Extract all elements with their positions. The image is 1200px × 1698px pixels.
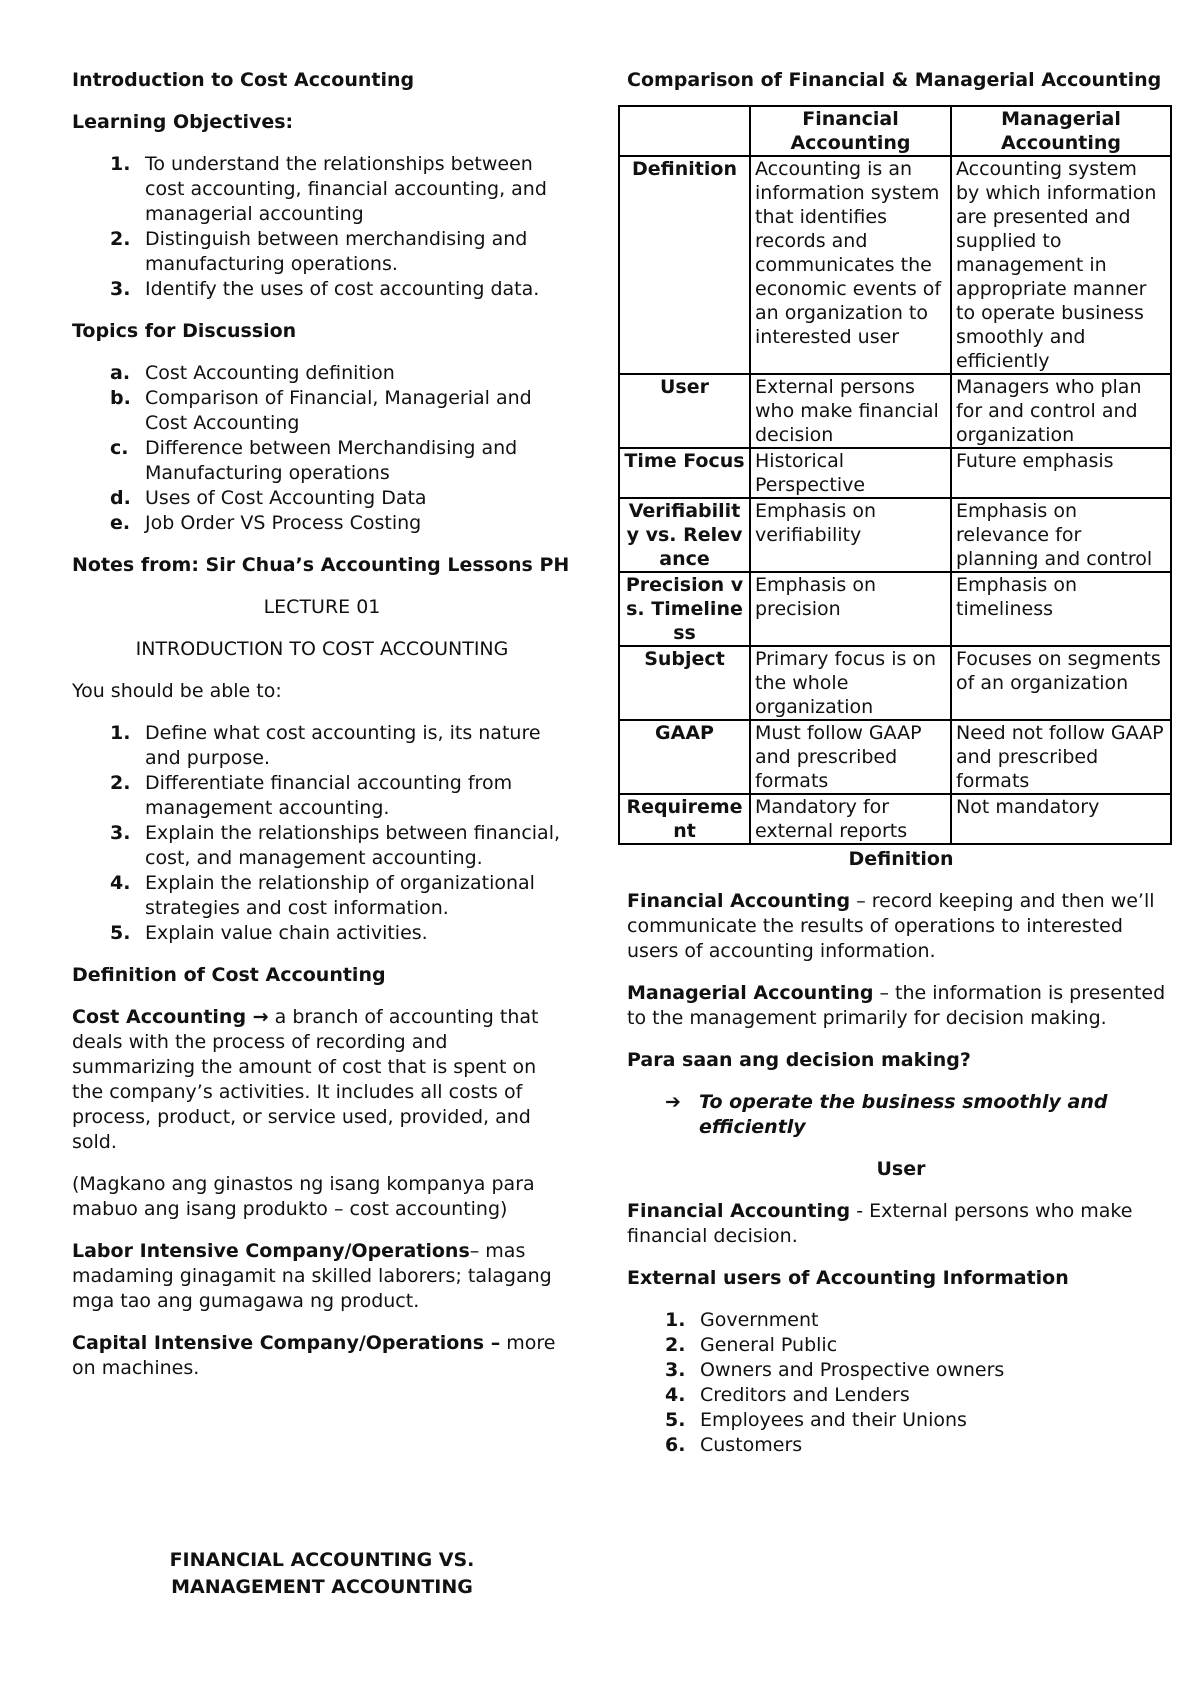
list-item: 5. Explain value chain activities. <box>110 922 428 944</box>
header-financial: Financial Accounting <box>750 106 951 156</box>
list-item: 2. General Public <box>665 1334 838 1356</box>
user-subheading: User <box>876 1158 926 1180</box>
lecture-title: INTRODUCTION TO COST ACCOUNTING <box>135 638 509 660</box>
lecture-number: LECTURE 01 <box>263 596 381 618</box>
list-item: 1. To understand the relationships between cost accounting, financial accounting, and managerial accounting <box>110 153 547 225</box>
header-managerial: Managerial Accounting <box>951 106 1171 156</box>
decision-question: Para saan ang decision making? <box>627 1049 971 1071</box>
objectives-list <box>72 152 572 302</box>
comparison-title: Comparison of Financial & Managerial Accounting <box>627 69 1162 91</box>
list-item: 3. Identify the uses of cost accounting data. <box>110 278 540 300</box>
bottom-section-title: FINANCIAL ACCOUNTING VS. MANAGEMENT ACCOUNTING <box>169 1549 475 1598</box>
tagalog-note: (Magkano ang ginastos ng isang kompanya para mabuo ang isang produkto – cost accounting) <box>72 1173 535 1220</box>
user-definition: Financial Accounting - External persons who make financial decision. <box>627 1200 1133 1247</box>
table-row: Verifiability vs. Relevance Emphasis on verifiability Emphasis on relevance for planning and control <box>619 498 1171 572</box>
comparison-table <box>618 105 1172 845</box>
left-column <box>72 68 572 1398</box>
financial-accounting-definition: Financial Accounting – record keeping and then we’ll communicate the results of operations to interested users of accounting information. <box>627 890 1155 962</box>
doc-title: Introduction to Cost Accounting <box>72 69 415 91</box>
list-item: 1. Define what cost accounting is, its nature and purpose. <box>110 722 541 769</box>
list-item: c. Difference between Merchandising and Manufacturing operations <box>110 437 518 484</box>
definition-heading: Definition of Cost Accounting <box>72 964 386 986</box>
table-row: GAAP Must follow GAAP and prescribed formats Need not follow GAAP and prescribed formats <box>619 720 1171 794</box>
list-item: 1. Government <box>665 1309 819 1331</box>
table-row: Precision vs. Timeliness Emphasis on precision Emphasis on timeliness <box>619 572 1171 646</box>
list-item: 2. Distinguish between merchandising and manufacturing operations. <box>110 228 528 275</box>
list-item: 4. Explain the relationship of organizational strategies and cost information. <box>110 872 535 919</box>
topics-list <box>72 361 572 536</box>
list-item: 3. Owners and Prospective owners <box>665 1359 1005 1381</box>
able-list <box>72 721 572 946</box>
list-item: 3. Explain the relationships between financial, cost, and management accounting. <box>110 822 561 869</box>
list-item: 5. Employees and their Unions <box>665 1409 967 1431</box>
table-row: Definition Accounting is an information system that identifies records and communicates the economic events of an organization to interested user Accounting system by which information are presented and supplied to management in appropriate manner to operate business smoothly and efficiently <box>619 156 1171 374</box>
table-row: Time Focus Historical Perspective Future emphasis <box>619 448 1171 498</box>
decision-answer: ➔ To operate the business smoothly and efficiently <box>665 1091 1108 1138</box>
right-column <box>624 68 1175 1475</box>
list-item: a. Cost Accounting definition <box>110 362 395 384</box>
list-item: d. Uses of Cost Accounting Data <box>110 487 427 509</box>
arrow-right-icon: ➔ <box>665 1091 681 1113</box>
notes-source: Notes from: Sir Chua’s Accounting Lessons PH <box>72 554 570 576</box>
table-row: Requirement Mandatory for external reports Not mandatory <box>619 794 1171 844</box>
external-users-list <box>627 1308 1175 1458</box>
cost-accounting-definition: Cost Accounting → a branch of accounting that deals with the process of recording and summarizing the amount of cost that is spent on the company’s activities. It includes all costs of process, product, or service used, provided, and sold. <box>72 1006 539 1153</box>
capital-intensive-definition: Capital Intensive Company/Operations – more on machines. <box>72 1332 556 1379</box>
objectives-heading: Learning Objectives: <box>72 111 294 133</box>
list-item: 2. Differentiate financial accounting from management accounting. <box>110 772 513 819</box>
topics-heading: Topics for Discussion <box>72 320 297 342</box>
list-item: e. Job Order VS Process Costing <box>110 512 422 534</box>
table-row: User External persons who make financial decision Managers who plan for and control and organization <box>619 374 1171 448</box>
list-item: b. Comparison of Financial, Managerial and Cost Accounting <box>110 387 532 434</box>
table-row: Subject Primary focus is on the whole organization Focuses on segments of an organization <box>619 646 1171 720</box>
definition-subheading: Definition <box>848 848 954 870</box>
table-header-row <box>619 106 1171 156</box>
external-users-heading: External users of Accounting Information <box>627 1267 1069 1289</box>
able-to-text: You should be able to: <box>72 680 282 702</box>
labor-intensive-definition: Labor Intensive Company/Operations– mas madaming ginagamit na skilled laborers; talagang mga tao ang gumagawa ng product. <box>72 1240 552 1312</box>
list-item: 4. Creditors and Lenders <box>665 1384 910 1406</box>
managerial-accounting-definition: Managerial Accounting – the information is presented to the management primarily for decision making. <box>627 982 1166 1029</box>
list-item: 6. Customers <box>665 1434 803 1456</box>
